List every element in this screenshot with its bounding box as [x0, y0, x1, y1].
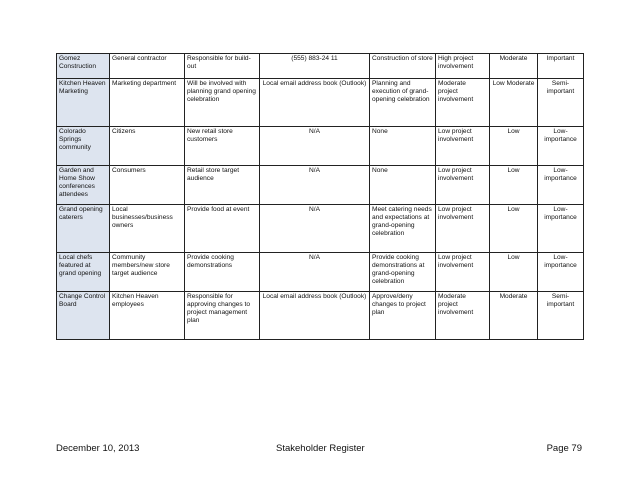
footer-page-number: Page 79	[546, 443, 582, 454]
cell-contact-info: N/A	[260, 166, 370, 205]
cell-influence: Low	[490, 205, 538, 253]
cell-stakeholder-role: Community members/new store target audience	[110, 253, 185, 292]
cell-stakeholder-role: Kitchen Heaven employees	[110, 292, 185, 340]
cell-requirements: Construction of store	[370, 54, 436, 79]
cell-involvement: Moderate project involvement	[436, 292, 490, 340]
cell-stakeholder-name: Local chefs featured at grand opening	[57, 253, 110, 292]
cell-responsibility: Provide cooking demonstrations	[185, 253, 260, 292]
cell-importance: Semi-important	[538, 79, 584, 127]
table-row	[57, 205, 584, 253]
cell-influence: Low	[490, 253, 538, 292]
cell-importance: Low-importance	[538, 127, 584, 166]
cell-involvement: Low project involvement	[436, 253, 490, 292]
table-body	[57, 54, 584, 340]
footer-date: December 10, 2013	[56, 443, 140, 454]
cell-responsibility: Provide food at event	[185, 205, 260, 253]
table-row	[57, 166, 584, 205]
cell-involvement: Low project involvement	[436, 166, 490, 205]
cell-contact-info: N/A	[260, 205, 370, 253]
cell-importance: Semi-important	[538, 292, 584, 340]
cell-stakeholder-role: Marketing department	[110, 79, 185, 127]
cell-contact-info: (555) 883-24 11	[260, 54, 370, 79]
cell-importance: Important	[538, 54, 584, 79]
cell-responsibility: New retail store customers	[185, 127, 260, 166]
cell-stakeholder-name: Change Control Board	[57, 292, 110, 340]
cell-stakeholder-name: Gomez Construction	[57, 54, 110, 79]
table-row	[57, 79, 584, 127]
cell-requirements: Approve/deny changes to project plan	[370, 292, 436, 340]
cell-involvement: Low project involvement	[436, 205, 490, 253]
footer-title: Stakeholder Register	[276, 443, 365, 454]
cell-requirements: Meet catering needs and expectations at grand-opening celebration	[370, 205, 436, 253]
cell-responsibility: Will be involved with planning grand opening celebration	[185, 79, 260, 127]
cell-stakeholder-role: General contractor	[110, 54, 185, 79]
cell-influence: Low	[490, 127, 538, 166]
cell-contact-info: Local email address book (Outlook)	[260, 79, 370, 127]
table-row	[57, 253, 584, 292]
table-row	[57, 127, 584, 166]
cell-stakeholder-name: Kitchen Heaven Marketing	[57, 79, 110, 127]
cell-requirements: None	[370, 127, 436, 166]
table-row	[57, 292, 584, 340]
cell-stakeholder-role: Citizens	[110, 127, 185, 166]
cell-influence: Low	[490, 166, 538, 205]
cell-requirements: Planning and execution of grand-opening celebration	[370, 79, 436, 127]
cell-requirements: None	[370, 166, 436, 205]
cell-stakeholder-role: Consumers	[110, 166, 185, 205]
cell-involvement: Low project involvement	[436, 127, 490, 166]
cell-influence: Moderate	[490, 54, 538, 79]
table-row	[57, 54, 584, 79]
cell-stakeholder-name: Colorado Springs community	[57, 127, 110, 166]
cell-stakeholder-role: Local businesses/business owners	[110, 205, 185, 253]
cell-importance: Low-importance	[538, 166, 584, 205]
cell-responsibility: Responsible for build-out	[185, 54, 260, 79]
cell-requirements: Provide cooking demonstrations at grand-opening celebration	[370, 253, 436, 292]
cell-importance: Low-importance	[538, 205, 584, 253]
cell-contact-info: Local email address book (Outlook)	[260, 292, 370, 340]
cell-involvement: High project involvement	[436, 54, 490, 79]
cell-stakeholder-name: Grand opening caterers	[57, 205, 110, 253]
cell-contact-info: N/A	[260, 127, 370, 166]
cell-importance: Low-importance	[538, 253, 584, 292]
cell-responsibility: Retail store target audience	[185, 166, 260, 205]
cell-contact-info: N/A	[260, 253, 370, 292]
cell-involvement: Moderate project involvement	[436, 79, 490, 127]
stakeholder-table	[56, 53, 584, 340]
cell-stakeholder-name: Garden and Home Show conferences attendees	[57, 166, 110, 205]
cell-responsibility: Responsible for approving changes to project management plan	[185, 292, 260, 340]
cell-influence: Moderate	[490, 292, 538, 340]
cell-influence: Low Moderate	[490, 79, 538, 127]
